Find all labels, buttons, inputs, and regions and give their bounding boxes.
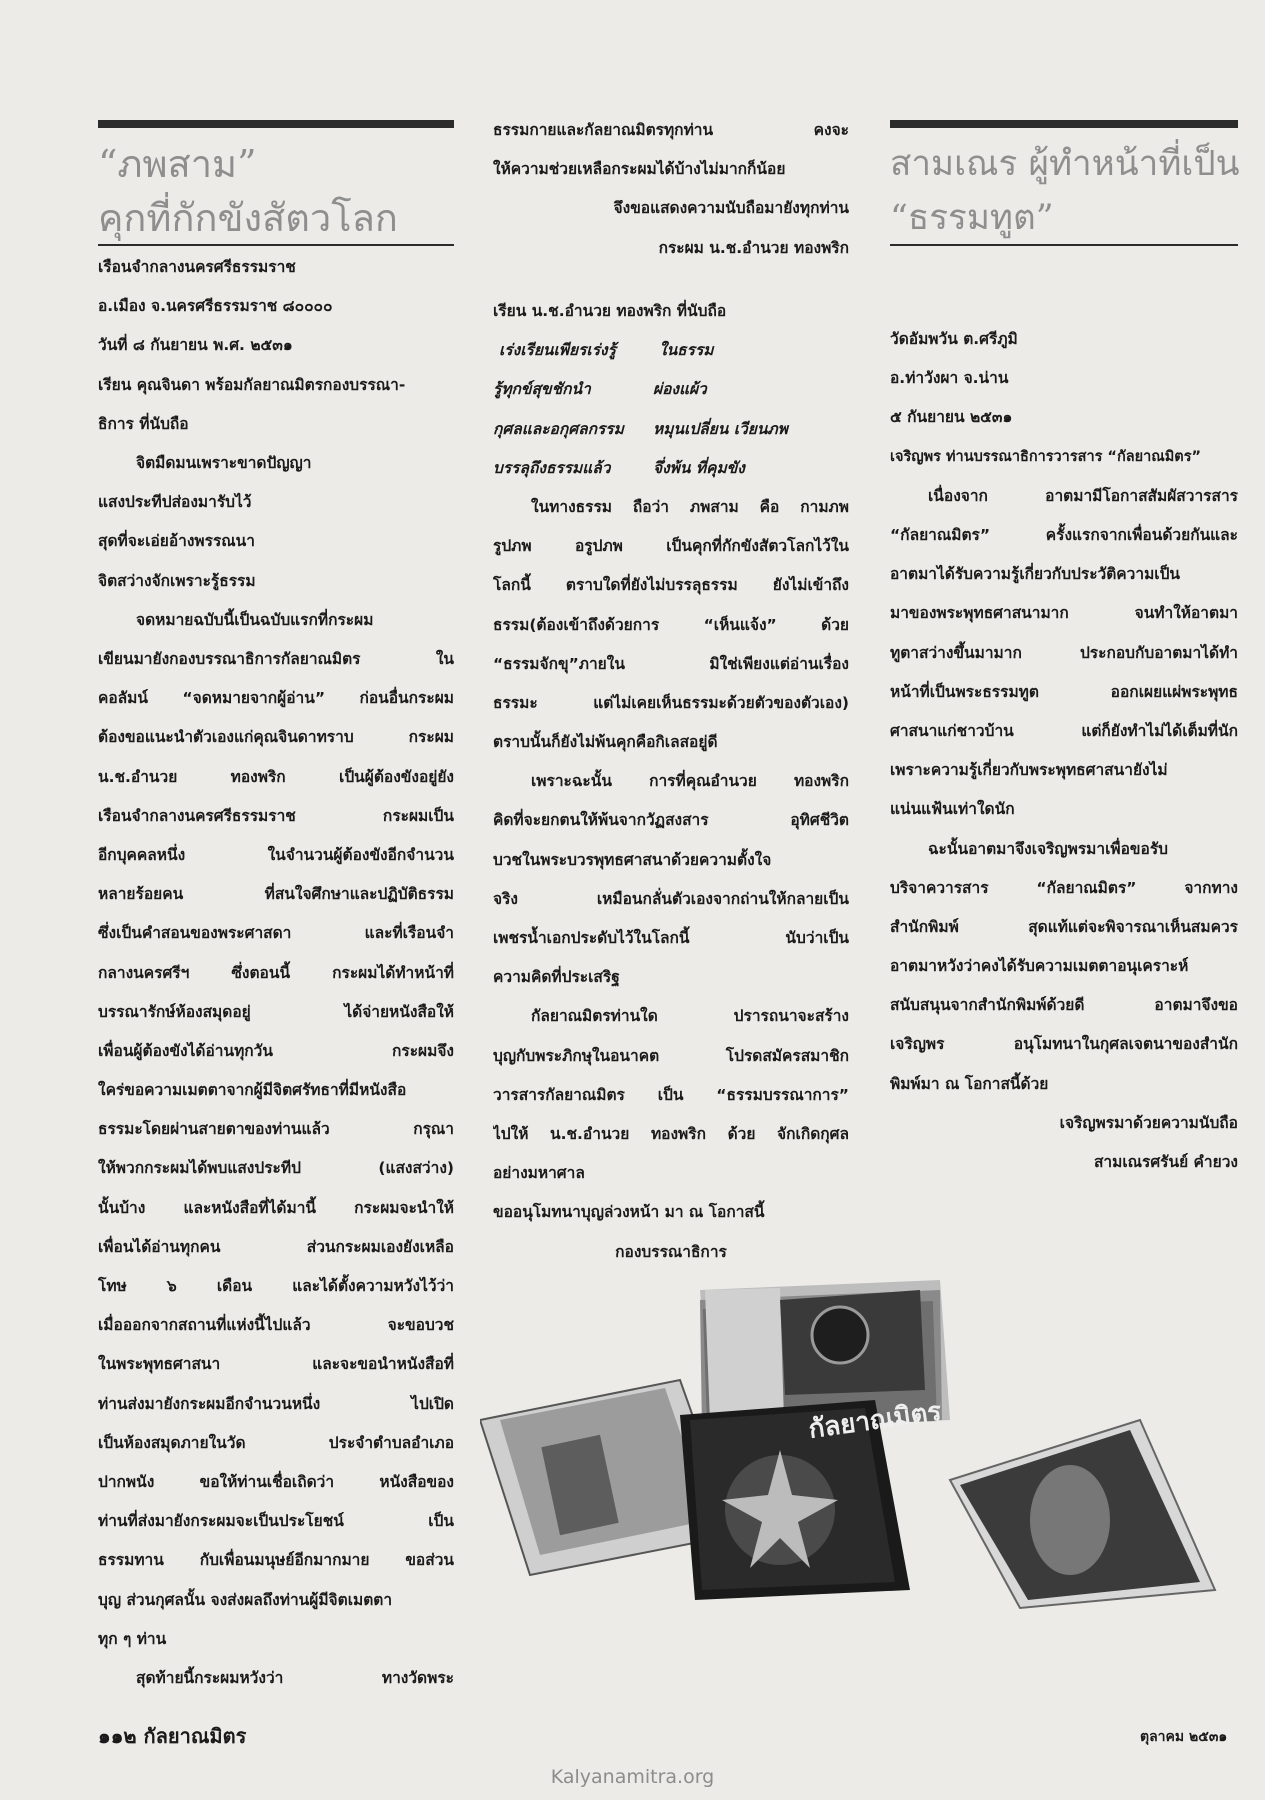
poem-second-half: หมุนเปลี่ยน เวียนภพ: [653, 419, 788, 438]
site-watermark: Kalyanamitra.org: [550, 1766, 715, 1788]
reply-poem: [493, 331, 849, 488]
magazine-title: กัลยาณมิตร: [806, 1396, 944, 1445]
sender-district: อ.เมือง จ.นครศรีธรรมราช ๘๐๐๐๐: [98, 297, 333, 316]
closing-line: เจริญพรมาด้วยความนับถือ: [1059, 1113, 1238, 1132]
letter-date: วันที่ ๘ กันยายน พ.ศ. ๒๕๓๑: [98, 336, 293, 355]
body-line: พิมพ์มา ณ โอกาสนี้ด้วย: [890, 1074, 1049, 1093]
editor-signature: กองบรรณาธิการ: [615, 1242, 727, 1261]
body-line: ความคิดที่ประเสริฐ: [493, 968, 620, 987]
body-line: ท่านส่งมายังกระผมอีกจำนวนหนึ่ง ไปเปิด: [98, 1394, 454, 1413]
body-line: ธรรมทาน กับเพื่อนมนุษย์อีกมากมาย ขอส่วน: [98, 1551, 454, 1570]
article-title-line-2: คุกที่กักขังสัตวโลก: [98, 196, 398, 240]
body-line: เพราะฉะนั้น การที่คุณอำนวย ทองพริก: [531, 772, 849, 791]
magazines-photo: [480, 1270, 1260, 1610]
body-line: อย่างมหาศาล: [493, 1164, 585, 1183]
body-line: สำนักพิมพ์ สุดแท้แต่จะพิจารณาเห็นสมควร: [890, 917, 1238, 936]
salutation: เรียน คุณจินดา พร้อมกัลยาณมิตรกองบรรณา-: [98, 375, 406, 394]
magazine-cover-center: [680, 1397, 943, 1600]
body-line: น.ช.อำนวย ทองพริก เป็นผู้ต้องขังอยู่ยัง: [98, 767, 454, 786]
title-underline: [98, 244, 454, 246]
closing-line: จึงขอแสดงความนับถือมายังทุกท่าน: [613, 199, 849, 218]
body-line: ไปให้ น.ช.อำนวย ทองพริก ด้วย จักเกิดกุศล: [493, 1124, 849, 1143]
body-line: นั้นบ้าง และหนังสือที่ได้มานี้ กระผมจะนำให้: [98, 1198, 454, 1217]
body-line: ทูตาสว่างขึ้นมามาก ประกอบกับอาตมาได้ทำ: [890, 643, 1238, 662]
body-line: เพชรน้ำเอกประดับไว้ในโลกนี้ นับว่าเป็น: [493, 929, 849, 948]
body-line: คอลัมน์ “จดหมายจากผู้อ่าน” ก่อนอื่นกระผม: [98, 689, 454, 708]
body-line: มาของพระพุทธศาสนามาก จนทำให้อาตมา: [890, 604, 1238, 623]
body-line: เพื่อนได้อ่านทุกคน ส่วนกระผมเองยังเหลือ: [98, 1237, 454, 1256]
body-line: “กัลยาณมิตร” ครั้งแรกจากเพื่อนด้วยกันและ: [890, 526, 1238, 544]
heading-rule: [98, 120, 454, 128]
body-line: อาตมาหวังว่าคงได้รับความเมตตาอนุเคราะห์: [890, 957, 1189, 976]
reply-salutation: เรียน น.ช.อำนวย ทองพริก ที่นับถือ: [493, 302, 727, 320]
body-line: ท่านที่ส่งมายังกระผมจะเป็นประโยชน์ เป็น: [98, 1512, 454, 1531]
body-line: หน้าที่เป็นพระธรรมทูต ออกเผยแผ่พระพุทธ: [890, 682, 1238, 701]
poem-first-half: กุศลและอกุศลกรรม: [493, 419, 624, 438]
page-number-footer: ๑๑๒ กัลยาณมิตร: [98, 1724, 247, 1748]
signature-line: สามเณรศรันย์ คำยวง: [1093, 1153, 1238, 1172]
magazine-cover-right: [950, 1420, 1215, 1608]
body-line: ธรรม(ต้องเข้าถึงด้วยการ “เห็นแจ้ง” ด้วย: [493, 615, 849, 634]
body-line: เมื่อออกจากสถานที่แห่งนี้ไปแล้ว จะขอบวช: [98, 1316, 454, 1335]
letter-date: ๕ กันยายน ๒๕๓๑: [890, 408, 1013, 427]
article-title-line-1: “ภพสาม”: [98, 142, 257, 186]
letter-body: [890, 320, 1238, 1182]
body-line: เนื่องจาก อาตมามีโอกาสสัมผัสวารสาร: [928, 486, 1238, 505]
letter-continuation: [493, 111, 849, 268]
body-line: วารสารกัลยาณมิตร เป็น “ธรรมบรรณาการ”: [493, 1085, 849, 1104]
heading-rule: [890, 120, 1238, 128]
verse-line: สุดที่จะเอ่ยอ้างพรรณนา: [98, 532, 255, 551]
poem-line: [493, 449, 849, 488]
body-line: ในทางธรรม ถือว่า ภพสาม คือ กามภพ: [531, 497, 849, 516]
body-line: โลกนี้ ตราบใดที่ยังไม่บรรลุธรรม ยังไม่เข้าถึง: [493, 576, 849, 595]
poem-line: [493, 410, 849, 449]
body-line: หลายร้อยคน ที่สนใจศึกษาและปฏิบัติธรรม: [98, 885, 454, 904]
body-line: เขียนมายังกองบรรณาธิการกัลยาณมิตร ใน: [98, 650, 454, 669]
body-line: อีกบุคคลหนึ่ง ในจำนวนผู้ต้องขังอีกจำนวน: [98, 845, 454, 864]
issue-date-footer: ตุลาคม ๒๕๓๑: [1140, 1729, 1228, 1745]
body-line: บริจาควารสาร “กัลยาณมิตร” จากทาง: [890, 878, 1238, 897]
editor-reply: [493, 292, 849, 1272]
body-line: เพราะความรู้เกี่ยวกับพระพุทธศาสนายังไม่: [890, 761, 1168, 780]
body-line: ฉะนั้นอาตมาจึงเจริญพรมาเพื่อขอรับ: [928, 839, 1168, 858]
sender-address: เรือนจำกลางนครศรีธรรมราช: [98, 258, 296, 276]
body-line: เรือนจำกลางนครศรีธรรมราช กระผมเป็น: [98, 806, 454, 825]
body-line: ปากพนัง ขอให้ท่านเชื่อเถิดว่า หนังสือของ: [98, 1472, 454, 1491]
body-line: ธรรมกายและกัลยาณมิตรทุกท่าน คงจะ: [493, 121, 849, 139]
body-line: แน่นแฟ้นเท่าใดนัก: [890, 800, 1015, 819]
signature-line: กระผม น.ช.อำนวย ทองพริก: [658, 238, 849, 257]
body-line: บุญกับพระภิกษุในอนาคต โปรดสมัครสมาชิก: [493, 1046, 849, 1065]
body-line: กัลยาณมิตรท่านใด ปรารถนาจะสร้าง: [531, 1007, 849, 1026]
article-title-line-1: สามเณร ผู้ทำหน้าที่เป็น: [890, 144, 1240, 184]
body-line: บุญ ส่วนกุศลนั้น จงส่งผลถึงท่านผู้มีจิตเมตตา: [98, 1590, 393, 1609]
body-line: กลางนครศรีฯ ซึ่งตอนนี้ กระผมได้ทำหน้าที่: [98, 963, 454, 982]
body-line: ซึ่งเป็นคำสอนของพระศาสดา และที่เรือนจำ: [98, 924, 454, 943]
body-line: สนับสนุนจากสำนักพิมพ์ด้วยดี อาตมาจึงขอ: [890, 996, 1238, 1015]
body-line: จริง เหมือนกลั่นตัวเองจากถ่านให้กลายเป็น: [493, 889, 849, 908]
body-line: สุดท้ายนี้กระผมหวังว่า ทางวัดพระ: [136, 1668, 454, 1687]
sender-address: วัดอัมพวัน ต.ศรีภูมิ: [890, 330, 1018, 348]
salutation: เจริญพร ท่านบรรณาธิการวารสาร “กัลยาณมิตร”: [890, 448, 1202, 465]
body-line: ใคร่ขอความเมตตาจากผู้มีจิตศรัทธาที่มีหนังสือ: [98, 1081, 407, 1100]
article-title-line-2: “ธรรมทูต”: [890, 198, 1054, 238]
poem-second-half: ผ่องแผ้ว: [653, 380, 707, 399]
body-line: เจริญพร อนุโมทนาในกุศลเจตนาของสำนัก: [890, 1035, 1238, 1054]
body-line: อาตมาได้รับความรู้เกี่ยวกับประวัติความเป็น: [890, 565, 1181, 584]
closing-line: ขออนุโมทนาบุญล่วงหน้า มา ณ โอกาสนี้: [493, 1203, 765, 1222]
body-line: ธรรมะโดยผ่านสายตาของท่านแล้ว กรุณา: [98, 1120, 454, 1139]
salutation-cont: ธิการ ที่นับถือ: [98, 414, 189, 433]
verse-line: แสงประทีปส่องมารับไว้: [98, 493, 252, 512]
body-line: คิดที่จะยกตนให้พ้นจากวัฏสงสาร อุทิศชีวิต: [493, 811, 849, 830]
verse-line: จิตสว่างจักเพราะรู้ธรรม: [98, 571, 256, 590]
body-line: จดหมายฉบับนี้เป็นฉบับแรกที่กระผม: [136, 610, 374, 629]
letter-body: [98, 248, 454, 1698]
body-line: ให้ความช่วยเหลือกระผมได้บ้างไม่มากก็น้อย: [493, 160, 786, 179]
sender-district: อ.ท่าวังผา จ.น่าน: [890, 369, 1009, 388]
body-line: โทษ ๖ เดือน และได้ตั้งความหวังไว้ว่า: [98, 1277, 454, 1296]
body-line: บรรณารักษ์ห้องสมุดอยู่ ได้จ่ายหนังสือให้: [98, 1002, 454, 1021]
body-line: “ธรรมจักขุ”ภายใน มิใช่เพียงแต่อ่านเรื่อง: [493, 654, 849, 673]
poem-second-half: จึ่งพ้น ที่คุมขัง: [653, 458, 745, 477]
title-underline: [890, 244, 1238, 246]
body-line: ศาสนาแก่ชาวบ้าน แต่ก็ยังทำไม่ได้เต็มที่นัก: [890, 721, 1238, 740]
body-line: ต้องขอแนะนำตัวเองแก่คุณจินดาทราบ กระผม: [98, 728, 454, 747]
poem-second-half: ในธรรม: [659, 341, 714, 360]
poem-first-half: เร่งเรียนเพียรเร่งรู้: [499, 341, 616, 360]
poem-first-half: บรรลุถึงธรรมแล้ว: [493, 458, 611, 477]
body-line: ตราบนั้นก็ยังไม่พ้นคุกคือกิเลสอยู่ดี: [493, 733, 718, 752]
body-line: บวชในพระบวรพุทธศาสนาด้วยความตั้งใจ: [493, 850, 772, 869]
verse-line: จิตมืดมนเพราะขาดปัญญา: [136, 454, 312, 473]
poem-line: [493, 370, 849, 409]
body-line: รูปภพ อรูปภพ เป็นคุกที่กักขังสัตวโลกไว้ใน: [493, 537, 849, 556]
poem-first-half: รู้ทุกข์สุขชักนำ: [493, 380, 591, 399]
body-line: ทุก ๆ ท่าน: [98, 1629, 167, 1648]
body-line: ให้พวกกระผมได้พบแสงประทีป (แสงสว่าง): [98, 1159, 454, 1178]
poem-line: [493, 331, 849, 370]
body-line: ธรรมะ แต่ไม่เคยเห็นธรรมะด้วยตัวของตัวเอง): [493, 693, 849, 712]
body-line: ในพระพุทธศาสนา และจะขอนำหนังสือที่: [98, 1355, 454, 1374]
body-line: เพื่อนผู้ต้องขังได้อ่านทุกวัน กระผมจึง: [98, 1041, 454, 1060]
body-line: เป็นห้องสมุดภายในวัด ประจำตำบลอำเภอ: [98, 1433, 454, 1452]
